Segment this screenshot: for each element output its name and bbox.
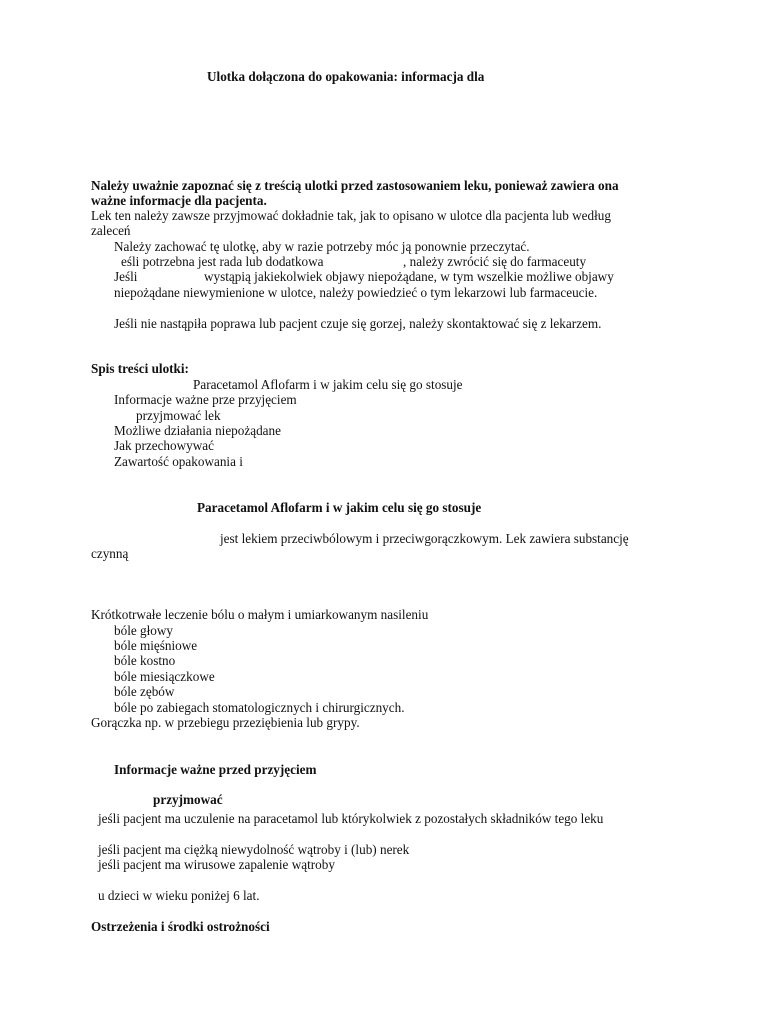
indication-item: bóle mięśniowe <box>114 638 198 653</box>
intro-line-2: zaleceń <box>91 223 131 238</box>
warnings-heading: Ostrzeżenia i środki ostrożności <box>91 919 270 934</box>
intro-bold-line-2: ważne informacje dla pacjenta. <box>91 193 267 208</box>
toc-item: Paracetamol Aflofarm i w jakim celu się go stosuje <box>193 377 463 392</box>
section2-subheading: przyjmować <box>153 792 223 807</box>
intro-bullet-3a: Jeśli <box>114 269 138 284</box>
section1-line-2: czynną <box>91 546 129 561</box>
toc-item: Możliwe działania niepożądane <box>114 423 281 438</box>
section1-heading: Paracetamol Aflofarm i w jakim celu się go stosuje <box>197 500 482 515</box>
toc-item: Zawartość opakowania i <box>114 454 243 469</box>
toc-item: Informacje ważne prze przyjęciem <box>114 392 297 407</box>
intro-bullet-4: Jeśli nie nastąpiła poprawa lub pacjent czuje się gorzej, należy skontaktować się z lekarzem. <box>114 316 602 331</box>
contraindication-item: jeśli pacjent ma ciężką niewydolność wątroby i (lub) nerek <box>98 842 410 857</box>
section1-line-1: jest lekiem przeciwbólowym i przeciwgorączkowym. Lek zawiera substancję <box>220 531 629 546</box>
toc-item: przyjmować lek <box>136 408 221 423</box>
intro-bullet-2a: eśli potrzebna jest rada lub dodatkowa <box>121 254 324 269</box>
intro-bullet-2b: , należy zwrócić się do farmaceuty <box>403 254 587 269</box>
indications-intro: Krótkotrwałe leczenie bólu o małym i umiarkowanym nasileniu <box>91 607 429 622</box>
contraindication-item: u dzieci w wieku poniżej 6 lat. <box>98 888 260 903</box>
toc-heading: Spis treści ulotki: <box>91 361 189 376</box>
intro-bullet-3c: niepożądane niewymienione w ulotce, należy powiedzieć o tym lekarzowi lub farmaceucie. <box>114 285 598 300</box>
fever-line: Gorączka np. w przebiegu przeziębienia lub grypy. <box>91 715 360 730</box>
indication-item: bóle kostno <box>114 653 176 668</box>
intro-line-1: Lek ten należy zawsze przyjmować dokładnie tak, jak to opisano w ulotce dla pacjenta lub według <box>91 208 611 223</box>
indication-item: bóle po zabiegach stomatologicznych i chirurgicznych. <box>114 700 405 715</box>
contraindication-item: jeśli pacjent ma uczulenie na paracetamol lub którykolwiek z pozostałych składników tego leku <box>98 811 604 826</box>
indication-item: bóle głowy <box>114 623 173 638</box>
contraindication-item: jeśli pacjent ma wirusowe zapalenie wątroby <box>98 857 335 872</box>
indication-item: bóle zębów <box>114 684 175 699</box>
toc-item: Jak przechowywać <box>114 438 214 453</box>
section2-heading: Informacje ważne przed przyjęciem <box>114 762 317 777</box>
intro-bullet-1: Należy zachować tę ulotkę, aby w razie potrzeby móc ją ponownie przeczytać. <box>114 239 530 254</box>
leaflet-title: Ulotka dołączona do opakowania: informacja dla <box>207 69 485 84</box>
intro-bullet-3b: wystąpią jakiekolwiek objawy niepożądane, w tym wszelkie możliwe objawy <box>204 269 614 284</box>
indication-item: bóle miesiączkowe <box>114 669 215 684</box>
intro-bold-line-1: Należy uważnie zapoznać się z treścią ulotki przed zastosowaniem leku, ponieważ zawiera ona <box>91 178 619 193</box>
